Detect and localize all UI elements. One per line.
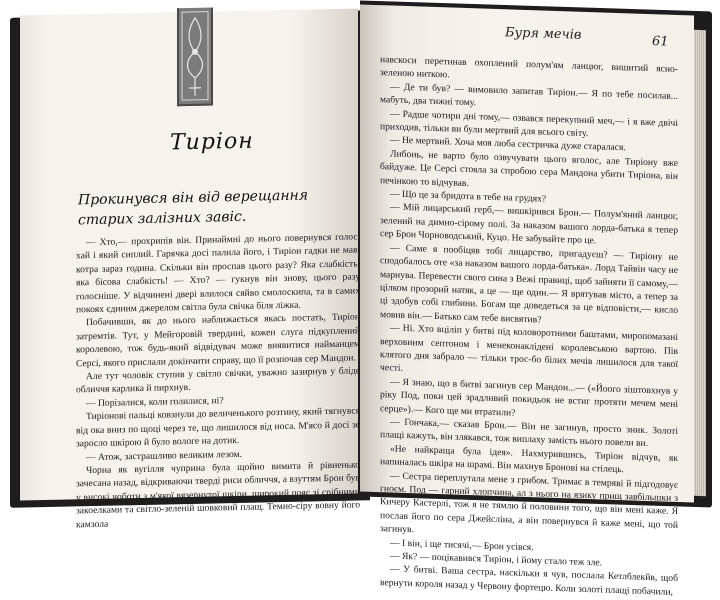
paragraph: — Сестра переплутала мене з грибом. Тримає в темряві й підгодовує гноєм. Под — гарний хлопчина, ал з нього на язику прищ завбільшки з Кичеру Кастерлі, тож я не тямлю й половини того, що він мені каже. Я послав його по сера Джейсліна, а він повернувся й каже мені, що той загинув. [380,470,678,536]
paragraph: — Саме я пообіцяв тобі лицарство, пригадуєш? — Тиріону не сподобалось оте «за наказом вашого лорда-батька». Лорд Тайвін часу не марнува. Перевести свого сина з Вежі правиці, щоб зайняти її самому,— цілком прозорий натяк, а це — ще один.— Я врятував місто, а тепер за ці здобув собі глибини. Богам ще доведеться за це відповісти,— кисло мовив він.— Батько сам тебе висвятив? [380,242,678,326]
paragraph: — Мій лицарський герб,— вишкірився Брон.— Полум'яний ланцюг, зелений на димно-сірому полі. За наказом вашого лорда-батька я тепер сер Брон Чорноводський, Куцо. Не забувайте про це. [380,201,678,247]
paragraph: Побачивши, як до нього наближається якась постать, Тиріон затремтів. Тут, у Мейгоровій твердині, кожен слуга підкуплений королевою, тож будь-який відвідувач може виявитися найманцем Серсі, якого прислали докінчити справу, що її розпочав сер Мандон. [76,311,360,370]
paragraph: Чорна як вугілля чуприна була щойно вимита й рівненько зачесана назад, відкриваючи тверді риси обличчя, а взуттям Брон був у високі чоботи з м'якої вязернутої шкіри, широкий пояс зі срібними закоелками та світло-зеленій шовковий плащ. Темно-сіру вовну його камзола [76,459,360,530]
paragraph: — Що це за бридота в тебе на грудях? [390,188,547,205]
left-page [20,8,360,530]
paragraph: — Порізалися, коли голилися, ні? [86,395,224,410]
running-head: Буря мечів [505,25,582,43]
paragraph: — У битві. Ваша сестра, наскільки я чув, послала Кетлблекйв, щоб вернути короля назад у Червону фортецю. Коли золоті плащі побачили, [380,563,678,598]
paragraph: — Атож, застрашливо великим лезом. [86,448,243,463]
chapter-title: Тиріон [170,128,254,156]
chapter-epigraph: Прокинувся він від верещання старих залізних завіс. [78,187,309,229]
paragraph: — Гончака,— сказав Брон.— Він не загинув, просто зник. Золоті плащі кажуть, він злякався, тож виплаху замість нього повели ви. [380,416,678,450]
paragraph: — Де ти був? — вимовило запитав Тиріон.— Я по тебе посилав... мабуть, два тижні тому. [380,81,678,109]
paragraph: — Не мертвий. Хоча моя люба сестричка дуже старалася. [390,134,626,154]
chapter-ornament [177,7,213,106]
right-page [360,4,694,598]
right-page-text [380,53,678,599]
paragraph: — Як? — поцікавився Тиріон, і йому стало теж зле. [390,550,603,569]
paragraph: Либонь, не варто було озвучувати цього вголос, але Тиріону вже байдуже. Це Серсі стояла за спробою сера Мандона убити Тиріона, він печінкою то відчував. [380,148,678,189]
left-page-text [76,230,360,531]
page-number: 61 [652,34,669,50]
paragraph: — Ні. Хто вціліп у битві під коловоротними баштами, миропомазані верховним септоном і менеконаклідені королевською вартою. Пів клятого дня забрало — тільки трос-бо білих мечів лишилося для такої честі. [380,322,678,375]
paragraph: — Я знаю, що в битві загинув сер Мандон...— («Йоого зіштовхнув у ріку Под, поки цей зрадливий покидьок не встиг протяти мечем мені серце»).— Кого ще ми втратили? [380,376,678,419]
paragraph: — Хто,— прохрипів він. Принаймні до нього повернувся голос, хай і який сиплий. Гарячка досі палила його, і Тиріон гадки не мав, котра зараз година. Скільки він проспав цього разу? Яка слабкість, яка бісова слабкість! — Хто? — гукнув він знову, цього разу голосніше. У відчинені двері влилося сяйво смолоскипа, та в самих покоях єдиним джерелом світла була свічка біля ліжка. [76,231,360,316]
paragraph: Але тут чоловік ступив у світло свічки, уважно зазирнув у бліде обличчя карлика й пирхнув. [76,365,360,396]
paragraph: «Не найкраща була ідея». Нахмурившись, Тиріон відчув, як напиналась шкіра на шрамі. Він махнув Бронові на стілець. [380,443,678,476]
paragraph: — Радше чотири дні тому,— озвався перекупний меч,— і я вже двічі приходив, тільки ви були мертвий для всього світу. [380,108,678,140]
paragraph: навскоси перетинав охоплений полум'ям ланцюг, вишитий ясно-зеленою ниткою. [380,54,678,81]
paragraph: — І він, і ще тисячі,— Брон усівся. [390,537,534,553]
page-stack-edge [694,30,706,496]
paragraph: Тиріонові пальці ковзнули до величенького розтину, який тягнувся від ока вниз по щоці через те, що лишилося від носа. М'ясо й досі зе заросло шкірою й було вологе на дотик. [76,405,360,450]
